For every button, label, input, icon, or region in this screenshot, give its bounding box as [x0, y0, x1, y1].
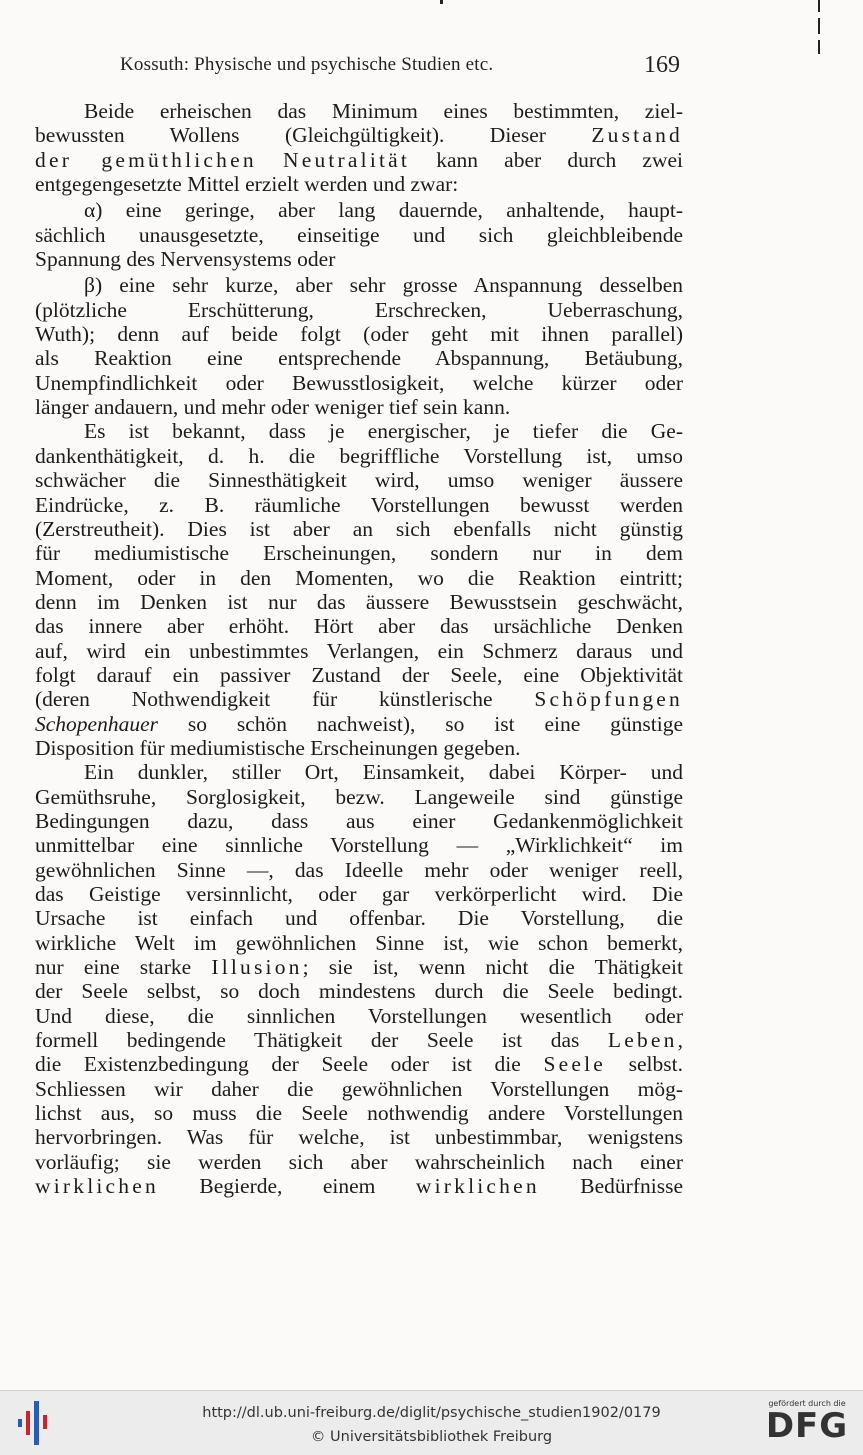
text-run: wirkliche Welt im gewöhnlichen Sinne ist, wie schon bemerkt, — [35, 930, 683, 955]
text-run: Begierde, einem — [158, 1174, 416, 1199]
text-line — [35, 123, 683, 147]
text-line — [35, 247, 683, 271]
scan-edge-mark — [818, 18, 820, 34]
text-run: Schliessen wir daher die gewöhnlichen Vorstellungen mög- — [35, 1076, 683, 1101]
text-line — [35, 1101, 683, 1125]
text-line — [35, 1077, 683, 1101]
sponsor-caption: gefördert durch die — [768, 1399, 846, 1408]
text-line — [35, 1174, 683, 1198]
text-line — [35, 468, 683, 492]
text-run: unmittelbar eine sinnliche Vorstellung — „Wirklichkeit“ im — [35, 833, 683, 858]
text-run: (plötzliche Erschütterung, Erschrecken, Ueberraschung, — [35, 297, 683, 322]
text-line — [35, 419, 683, 443]
text-line — [35, 541, 683, 565]
text-line — [35, 223, 683, 247]
italic-name: Schopenhauer — [35, 711, 158, 736]
text-run: dankenthätigkeit, d. h. die begriffliche Vorstellung ist, umso — [35, 443, 683, 468]
text-run: Moment, oder in den Momenten, wo die Reaktion eintritt; — [35, 565, 683, 590]
text-run: β) eine sehr kurze, aber sehr grosse Anspannung desselben — [84, 273, 683, 298]
text-line — [35, 931, 683, 955]
text-run: folgt darauf ein passiver Zustand der Seele, eine Objektivität — [35, 662, 683, 687]
page-number: 169 — [644, 52, 680, 78]
text-line — [35, 785, 683, 809]
text-run: der Seele selbst, so doch mindestens durch die Seele bedingt. — [35, 979, 683, 1004]
spaced-emphasis: wirklichen — [35, 1174, 159, 1199]
text-line — [35, 760, 683, 784]
text-line — [35, 444, 683, 468]
text-line — [35, 1004, 683, 1028]
body-text — [35, 99, 683, 1198]
text-run: Beide erheischen das Minimum eines bestimmten, ziel- — [84, 99, 683, 123]
text-run: Es ist bekannt, dass je energischer, je tiefer die Ge- — [84, 419, 683, 444]
text-run: Bedürfnisse — [539, 1174, 683, 1199]
text-run: Disposition für mediumistische Erscheinungen gegeben. — [35, 735, 521, 760]
text-line — [35, 736, 683, 760]
text-run: α) eine geringe, aber lang dauernde, anhaltende, haupt- — [84, 198, 683, 223]
text-run: Ursache ist einfach und offenbar. Die Vorstellung, die — [35, 906, 683, 931]
text-line — [35, 273, 683, 297]
text-line — [35, 1150, 683, 1174]
text-run: denn im Denken ist nur das äussere Bewusstsein geschwächt, — [35, 589, 683, 614]
text-run: Gemüthsruhe, Sorglosigkeit, bezw. Langeweile sind günstige — [35, 784, 683, 809]
spaced-emphasis: Leben — [607, 1028, 678, 1053]
text-line — [35, 322, 683, 346]
text-line — [35, 99, 683, 123]
running-title: Kossuth: Physische und psychische Studien etc. — [120, 54, 494, 75]
text-line — [35, 493, 683, 517]
spaced-emphasis: Seele — [543, 1052, 606, 1077]
scan-edge-mark — [818, 0, 820, 12]
running-head — [120, 52, 680, 82]
spaced-emphasis: Schöpfungen — [534, 687, 683, 712]
scan-edge-mark — [440, 0, 443, 4]
text-run: gewöhnlichen Sinne —, das Ideelle mehr oder weniger reell, — [35, 857, 683, 882]
text-run: kann aber durch zwei — [410, 147, 683, 172]
text-line — [35, 906, 683, 930]
source-url[interactable]: http://dl.ub.uni-freiburg.de/diglit/psychische_studien1902/0179 — [202, 1405, 661, 1421]
text-run: Spannung des Nervensystems oder — [35, 247, 336, 272]
spaced-emphasis: Neutralität — [282, 147, 411, 172]
text-run: so schön nachweist), so ist eine günstige — [158, 711, 683, 736]
text-line — [35, 955, 683, 979]
text-line — [35, 148, 683, 172]
copyright-notice: © Universitätsbibliothek Freiburg — [310, 1429, 553, 1445]
text-run: Bedingungen dazu, dass aus einer Gedankenmöglichkeit — [35, 808, 683, 833]
text-run: formell bedingende Thätigkeit der Seele ist das — [35, 1028, 608, 1053]
text-run: Eindrücke, z. B. räumliche Vorstellungen bewusst werden — [35, 492, 683, 517]
text-run: hervorbringen. Was für welche, ist unbestimmbar, wenigstens — [35, 1125, 683, 1150]
text-run: das Geistige versinnlicht, oder gar verkörperlicht wird. Die — [35, 882, 683, 906]
text-run: vorläufig; sie werden sich aber wahrscheinlich nach einer — [35, 1149, 683, 1174]
text-line — [35, 712, 683, 736]
spaced-emphasis: wirklichen — [415, 1174, 540, 1199]
sponsor-block — [761, 1397, 853, 1451]
text-run: (Zerstreutheit). Dies ist aber an sich ebenfalls nicht günstig — [35, 516, 683, 541]
text-line — [35, 172, 683, 196]
text-line — [35, 882, 683, 906]
text-run: ; sie ist, wenn nicht die Thätigkeit — [302, 955, 683, 980]
text-run: selbst. — [606, 1052, 684, 1077]
scan-edge-mark — [818, 40, 820, 54]
text-run: Wuth); denn auf beide folgt (oder geht mit ihnen parallel) — [35, 322, 683, 347]
text-run: auf, wird ein unbestimmtes Verlangen, ein Schmerz daraus und — [35, 638, 683, 663]
text-line — [35, 663, 683, 687]
text-run: länger andauern, und mehr oder weniger tief sein kann. — [35, 395, 511, 420]
text-line — [35, 198, 683, 222]
text-line — [35, 1125, 683, 1149]
text-run: entgegengesetzte Mittel erzielt werden und zwar: — [35, 172, 459, 197]
text-line — [35, 809, 683, 833]
text-run: Und diese, die sinnlichen Vorstellungen wesentlich oder — [35, 1003, 683, 1028]
text-line — [35, 833, 683, 857]
spaced-emphasis: der gemüthlichen — [35, 147, 257, 172]
text-line — [35, 687, 683, 711]
text-run: schwächer die Sinnesthätigkeit wird, umso weniger äussere — [35, 468, 683, 493]
spaced-emphasis: Illusion — [211, 955, 303, 980]
text-run: für mediumistische Erscheinungen, sondern nur in dem — [35, 541, 683, 566]
text-line — [35, 395, 683, 419]
text-line — [35, 566, 683, 590]
text-line — [35, 1052, 683, 1076]
text-line — [35, 517, 683, 541]
text-run: (deren Nothwendigkeit für künstlerische — [35, 687, 535, 712]
text-run: nur eine starke — [35, 955, 212, 980]
text-line — [35, 346, 683, 370]
text-run: Ein dunkler, stiller Ort, Einsamkeit, dabei Körper- und — [84, 760, 683, 785]
text-run: das innere aber erhöht. Hört aber das ursächliche Denken — [35, 614, 683, 639]
dfg-logo-icon: DFG — [765, 1406, 849, 1446]
text-line — [35, 371, 683, 395]
text-run: die Existenzbedingung der Seele oder ist die — [35, 1052, 544, 1077]
text-line — [35, 614, 683, 638]
text-line — [35, 1028, 683, 1052]
text-run: , — [677, 1028, 683, 1053]
text-run: Unempfindlichkeit oder Bewusstlosigkeit, welche kürzer oder — [35, 370, 683, 395]
footer-bar — [0, 1390, 863, 1455]
text-line — [35, 298, 683, 322]
text-line — [35, 590, 683, 614]
text-line — [35, 858, 683, 882]
text-run: sächlich unausgesetzte, einseitige und sich gleichbleibende — [35, 222, 683, 247]
text-line — [35, 639, 683, 663]
text-run: als Reaktion eine entsprechende Abspannung, Betäubung, — [35, 346, 683, 371]
text-line — [35, 979, 683, 1003]
text-run: bewussten Wollens (Gleichgültigkeit). Dieser — [35, 123, 592, 148]
text-run — [257, 148, 283, 172]
text-run: lichst aus, so muss die Seele nothwendig andere Vorstellungen — [35, 1101, 683, 1126]
spaced-emphasis: Zustand — [591, 123, 683, 148]
